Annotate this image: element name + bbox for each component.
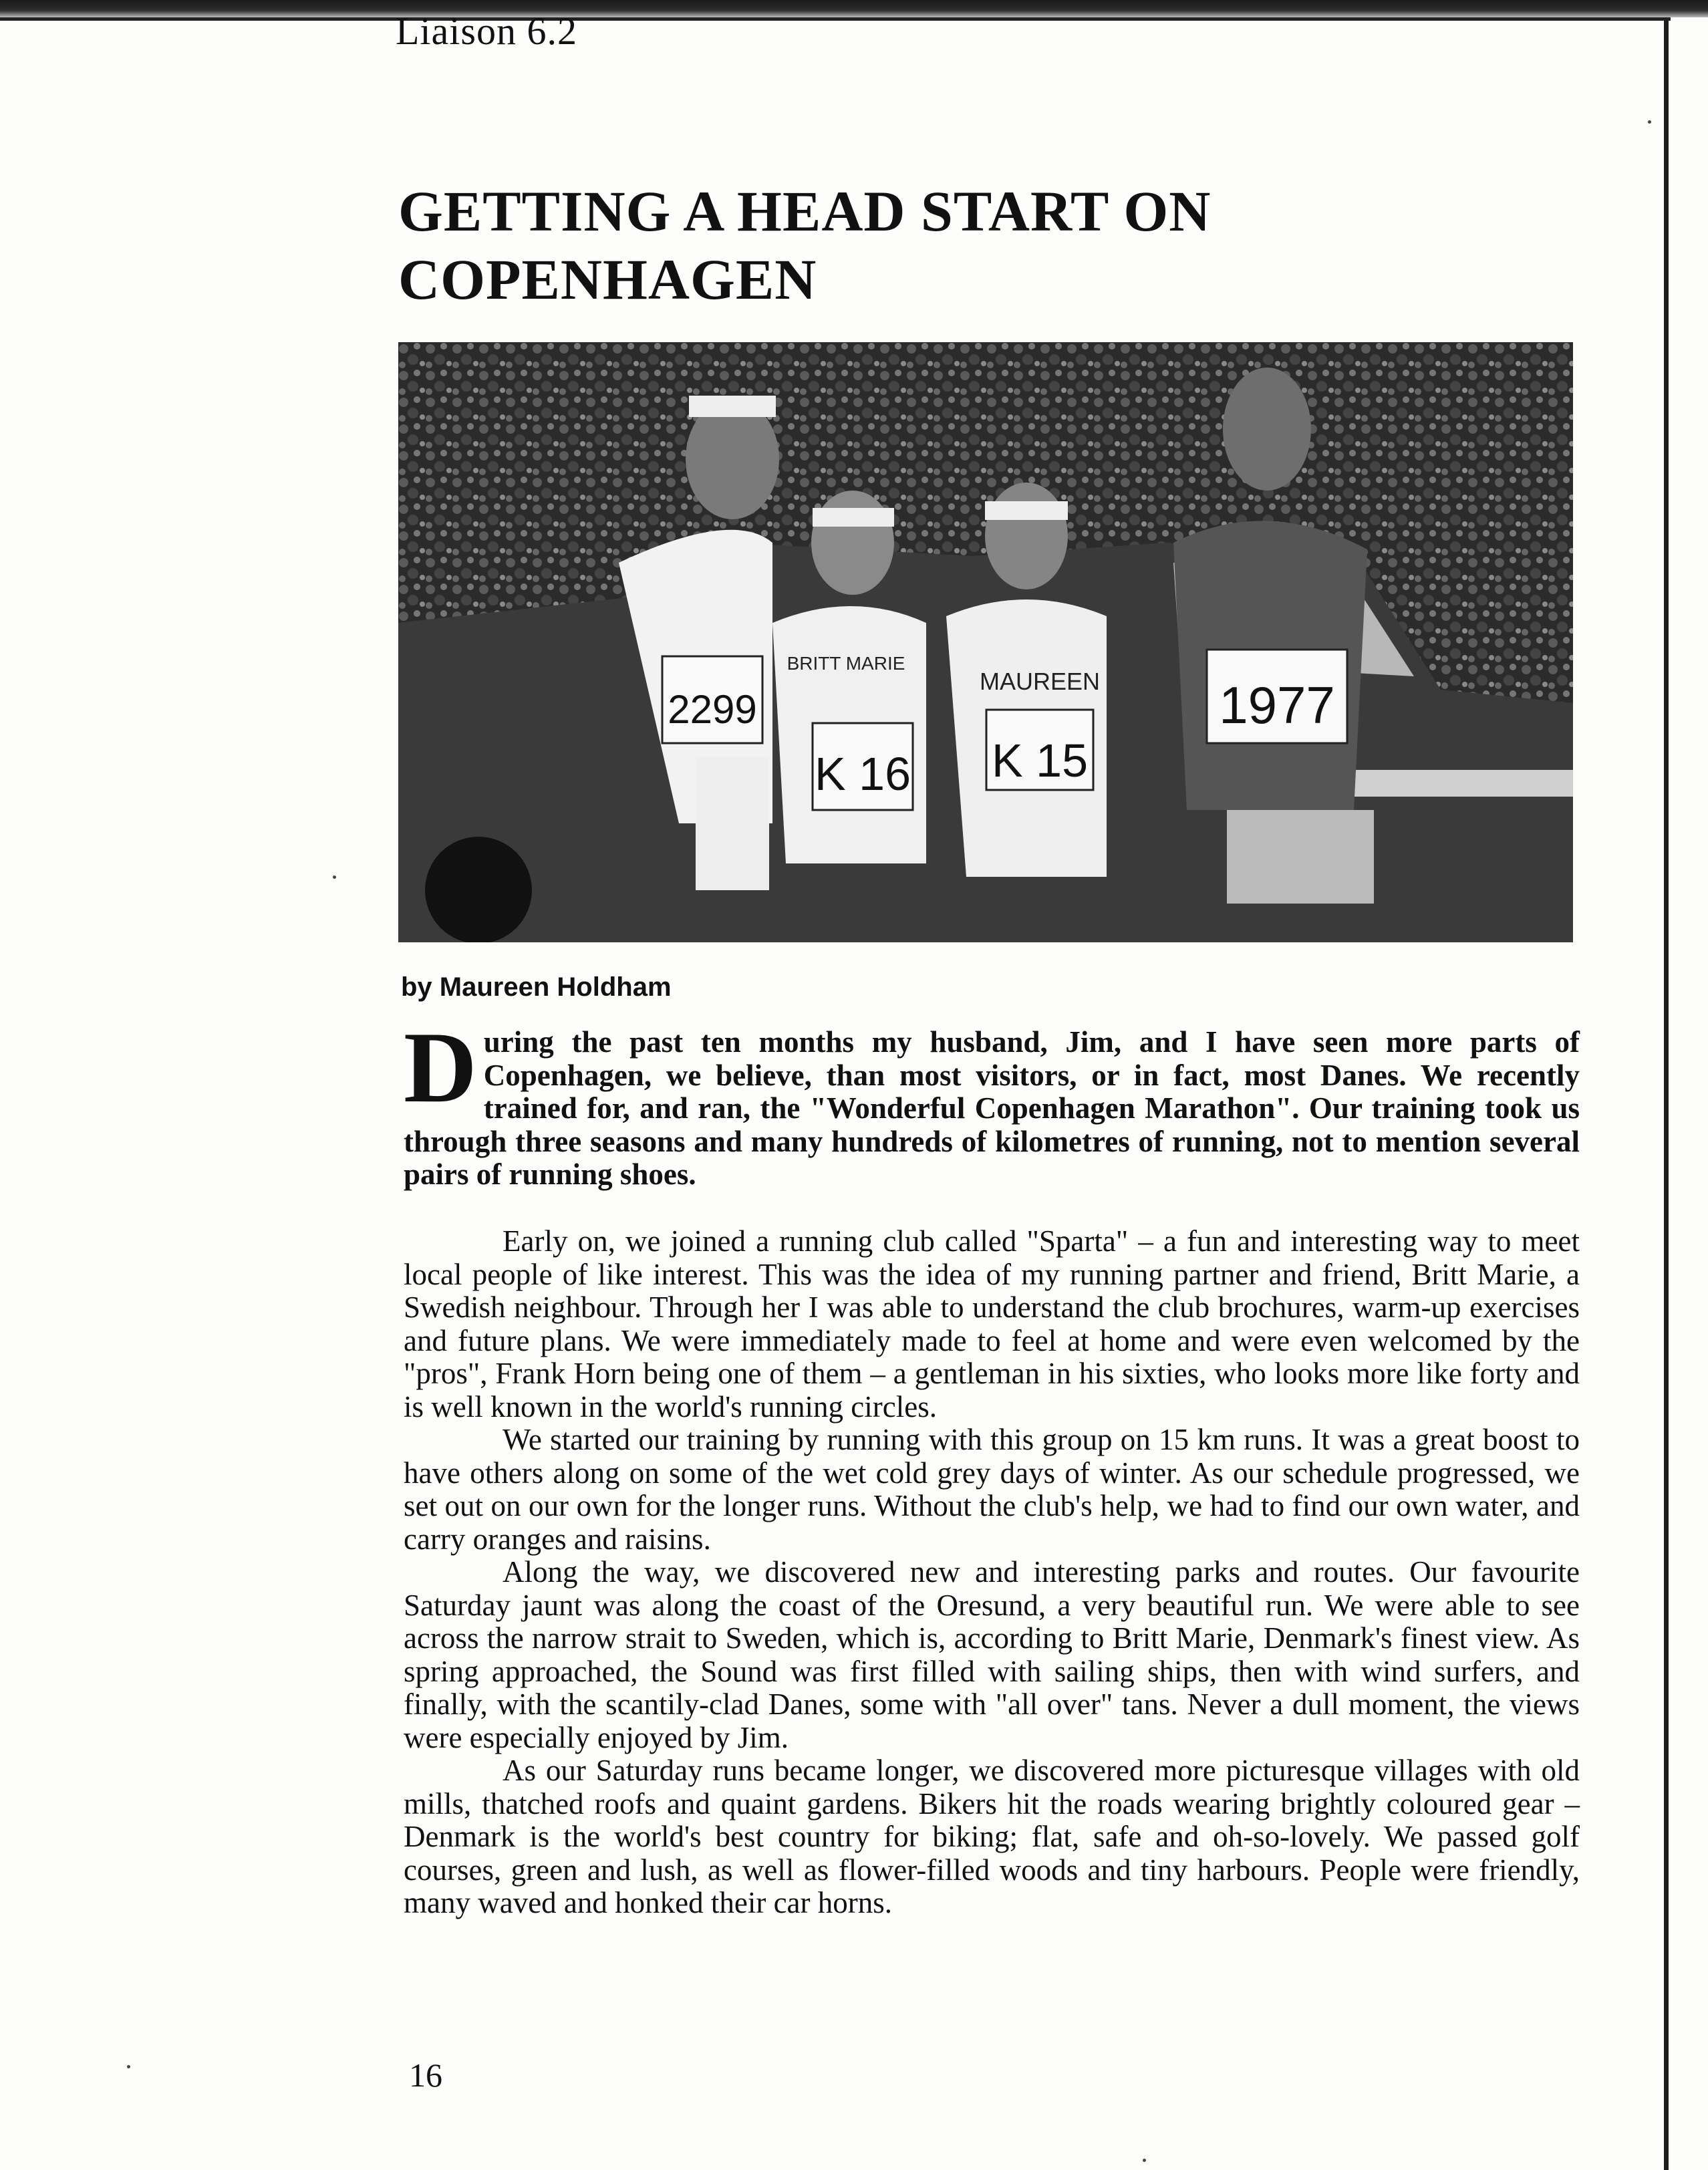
title-line-2: COPENHAGEN — [398, 247, 817, 311]
byline: by Maureen Holdham — [401, 972, 672, 1002]
bib-right: 1977 — [1219, 676, 1335, 734]
scan-speck — [333, 875, 336, 879]
body-paragraph: Along the way, we discovered new and interesting parks and routes. Our favourite Saturday jaunt was along the coast of the Oresund, a very beautiful run. We were able to see across the narrow strait to Sweden, which is, according to Britt Marie, Denmark's finest view. As spring approached, the Sound was first filled with sailing ships, then with wind surfers, and finally, with the scantily-clad Danes, some with "all over" tans. Never a dull moment, the views were especially enjoyed by Jim. — [404, 1555, 1580, 1754]
shirt-name-britt: BRITT MARIE — [787, 653, 905, 674]
lead-paragraph — [404, 1011, 1580, 1192]
scan-speck — [1648, 120, 1651, 124]
header-rule — [0, 17, 1671, 21]
body-paragraph: Early on, we joined a running club called "Sparta" – a fun and interesting way to meet local people of like interest. This was the idea of my running partner and friend, Britt Marie, a Swedish neighbour. Through her I was able to understand the club brochures, warm-up exercises and future plans. We were immediately made to feel at home and were even welcomed by the "pros", Frank Horn being one of them – a gentleman in his sixties, who looks more like forty and is well known in the world's running circles. — [404, 1224, 1580, 1423]
car-bumper — [1347, 770, 1573, 797]
title-line-1: GETTING A HEAD START ON — [398, 179, 1212, 243]
bib-center-left: K 16 — [815, 748, 911, 800]
bib-center-right: K 15 — [992, 734, 1088, 787]
bib-left: 2299 — [668, 687, 757, 732]
scan-top-edge — [0, 0, 1708, 17]
scan-speck — [127, 2065, 130, 2068]
runners-photo — [398, 342, 1573, 942]
runners-photo-illustration — [398, 342, 1573, 942]
lead-text: uring the past ten months my husband, Jim, and I have seen more parts of Copenhagen, we believe, than most visitors, or in fact, most Danes. We recently trained for, and ran, the "Wonderful Copenhagen Marathon". Our training took us through three seasons and many hundreds of kilometres of running, not to mention several pairs of running shoes. — [404, 1025, 1580, 1191]
article-body — [404, 1225, 1580, 1920]
scan-speck — [1143, 2159, 1146, 2162]
page-number: 16 — [409, 2056, 442, 2094]
page-right-edge — [1664, 20, 1669, 2170]
car-wheel — [425, 837, 532, 942]
body-paragraph: As our Saturday runs became longer, we discovered more picturesque villages with old mills, thatched roofs and quaint gardens. Bikers hit the roads wearing brightly coloured gear – Denmark is the world's best country for biking; flat, safe and oh-so-lovely. We passed golf courses, green and lush, as well as flower-filled woods and tiny harbours. People were friendly, many waved and honked their car horns. — [404, 1754, 1580, 1919]
running-header: Liaison 6.2 — [396, 9, 577, 53]
article-title — [398, 177, 1601, 313]
body-paragraph: We started our training by running with this group on 15 km runs. It was a great boost to have others along on some of the wet cold grey days of winter. As our schedule progressed, we set out on our own for the longer runs. Without the club's help, we had to find our own water, and carry oranges and raisins. — [404, 1423, 1580, 1556]
drop-cap: D — [404, 1011, 477, 1123]
shirt-name-maureen: MAUREEN — [979, 668, 1101, 695]
